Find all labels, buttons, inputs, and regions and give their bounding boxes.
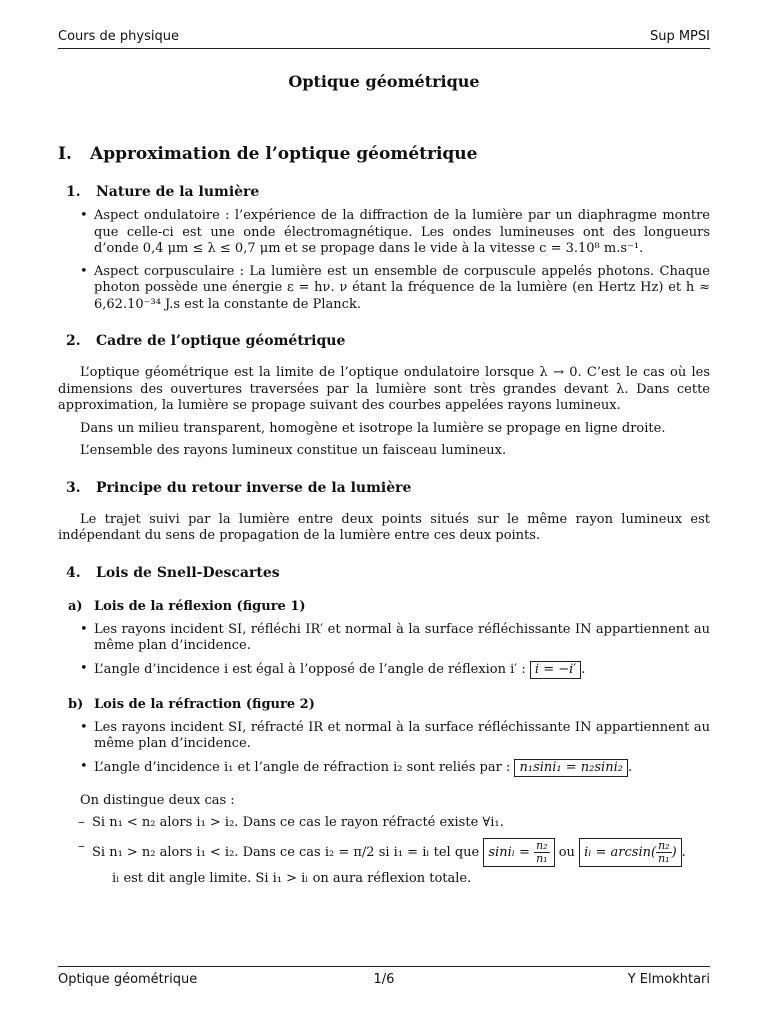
bullet-text: L’angle d’incidence i₁ et l’angle de réfraction i₂ sont reliés par :	[94, 759, 511, 775]
subsubsection-heading-a	[68, 599, 710, 614]
dash-list	[78, 814, 710, 867]
subsection-heading-2	[66, 333, 710, 349]
formula-rhs: )	[671, 844, 677, 860]
page-number: 1/6	[373, 972, 395, 987]
bullet-list	[80, 622, 710, 679]
page-header	[58, 29, 710, 47]
page-content	[58, 66, 710, 962]
subsection-number: 1.	[66, 184, 81, 200]
subsection-heading-3	[66, 480, 710, 496]
fraction-numerator: n₂	[536, 838, 548, 852]
bullet-text: L’angle d’incidence i est égal à l’opposé de l’angle de réflexion i′ :	[94, 661, 526, 677]
fraction-denominator: n₁	[536, 851, 548, 865]
boxed-formula: i = −i′	[530, 661, 581, 679]
bullet-corpuscular-aspect: • Aspect corpusculaire : La lumière est un ensemble de corpuscule appelés photons. Chaque photon possède une énergie ε = hν. ν étant la fréquence de la lumière (en Hertz Hz) et h ≈ 6,62.10⁻³⁴ J.s est la constante de Planck.	[80, 264, 710, 314]
limit-angle-note: iₗ est dit angle limite. Si i₁ > iₗ on aura réflexion totale.	[112, 870, 472, 886]
or-word: ou	[558, 844, 575, 860]
section-number: I.	[58, 144, 72, 164]
formula-lhs: iₗ = arcsin(	[584, 844, 657, 860]
section-heading	[58, 144, 710, 164]
subsubsection-title: Lois de la réfraction (figure 2)	[94, 696, 315, 712]
subsubsection-number: b)	[68, 696, 84, 712]
section-title: Approximation de l’optique géométrique	[90, 144, 478, 164]
boxed-formula-limit-angle	[579, 838, 682, 867]
fraction-numerator: n₂	[658, 838, 670, 852]
subsubsection-heading-b	[68, 697, 710, 712]
header-rule	[58, 48, 710, 49]
boxed-formula-limit-sine	[483, 838, 554, 867]
subsection-number: 2.	[66, 333, 81, 349]
bullet-reflection-plane: • Les rayons incident SI, réfléchi IR′ et normal à la surface réfléchissante IN appartiennent au même plan d’incidence.	[80, 622, 710, 655]
footer-rule	[58, 966, 710, 967]
fraction	[656, 840, 672, 865]
bullet-reflection-angle: • L’angle d’incidence i est égal à l’opposé de l’angle de réflexion i′ : i = −i′ .	[80, 661, 710, 679]
page-footer	[58, 972, 710, 990]
paragraph: Dans un milieu transparent, homogène et isotrope la lumière se propage en ligne droite.	[80, 420, 666, 436]
subsection-title: Lois de Snell-Descartes	[96, 564, 280, 581]
paragraph: Le trajet suivi par la lumière entre deux points situés sur le même rayon lumineux est indépendant du sens de propagation de la lumière entre ces deux points.	[58, 511, 710, 543]
subsection-title: Cadre de l’optique géométrique	[96, 333, 346, 349]
paragraph: L’optique géométrique est la limite de l’optique ondulatoire lorsque λ → 0. C’est le cas où les dimensions des ouvertures traversées par la lumière sont très grandes devant λ. Dans cette approximation, la lumière se propage suivant des courbes appelées rayons lumineux.	[58, 365, 710, 413]
subsection-title: Principe du retour inverse de la lumière	[96, 479, 412, 496]
bullet-wave-aspect: • Aspect ondulatoire : l’expérience de la diffraction de la lumière par un diaphragme montre que celle-ci est une onde électromagnétique. Les ondes lumineuses ont des longueurs d’onde 0,4 μm ≤ λ ≤ 0,7 μm et se propage dans le vide à la vitesse c = 3.10⁸ m.s⁻¹.	[80, 208, 710, 258]
subsubsection-title: Lois de la réflexion (figure 1)	[94, 598, 306, 614]
footer-author: Y Elmokhtari	[627, 972, 710, 987]
subsection-number: 4.	[66, 564, 81, 581]
fraction	[534, 840, 550, 865]
case-item-1: – Si n₁ < n₂ alors i₁ > i₂. Dans ce cas le rayon réfracté existe ∀i₁.	[78, 814, 710, 832]
bullet-list	[80, 720, 710, 777]
footer-title: Optique géométrique	[58, 972, 198, 987]
subsection-heading-1	[66, 184, 710, 200]
bullet-refraction-law: • L’angle d’incidence i₁ et l’angle de réfraction i₂ sont reliés par : n₁sini₁ = n₂sini₂ .	[80, 759, 710, 777]
case-text: Si n₁ > n₂ alors i₁ < i₂. Dans ce cas i₂ = π/2 si i₁ = iₗ tel que	[92, 844, 480, 860]
header-level: Sup MPSI	[649, 29, 710, 44]
subsection-title: Nature de la lumière	[96, 184, 260, 200]
paragraph: L’ensemble des rayons lumineux constitue un faisceau lumineux.	[80, 443, 507, 458]
subsection-number: 3.	[66, 479, 81, 496]
subsubsection-number: a)	[68, 598, 83, 614]
case-item-2: – Si n₁ > n₂ alors i₁ < i₂. Dans ce cas i₂ = π/2 si i₁ = iₗ tel que siniₗ = $\frac{\text{n₂}}{\text{n₁}}$ ou iₗ = arcsin( $\frac{\text{n₂}}{\text{n₁}}$ ) .	[78, 838, 710, 867]
fraction-denominator: n₁	[658, 851, 670, 865]
formula-lhs: siniₗ =	[488, 844, 530, 860]
boxed-formula: n₁sini₁ = n₂sini₂	[514, 759, 627, 777]
bullet-list	[80, 208, 710, 313]
header-course: Cours de physique	[58, 29, 179, 44]
document-title: Optique géométrique	[288, 72, 480, 91]
subsection-heading-4	[66, 565, 710, 581]
paragraph-cases-intro: On distingue deux cas :	[80, 792, 235, 808]
bullet-refraction-plane: • Les rayons incident SI, réfracté IR et normal à la surface réfléchissante IN appartiennent au même plan d’incidence.	[80, 720, 710, 753]
